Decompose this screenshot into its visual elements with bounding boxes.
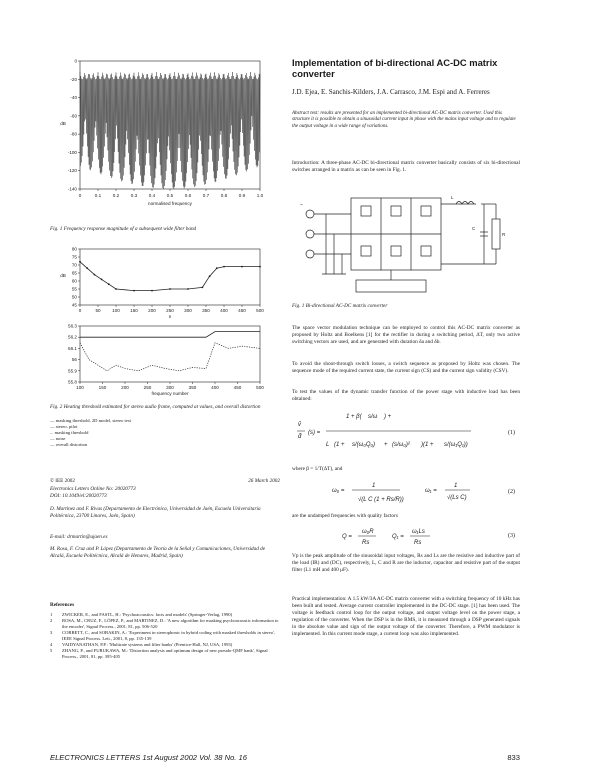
x-axis-label: frequency number: [151, 391, 189, 396]
x-tick-label: 100: [112, 308, 120, 313]
y-tick-label: -40: [70, 95, 77, 101]
equation-2-number: (2): [508, 489, 515, 495]
data-point: [79, 261, 81, 263]
data-point: [101, 279, 103, 281]
svg-text:d̂: d̂: [298, 434, 302, 440]
svg-text:Rs: Rs: [362, 540, 370, 546]
x-tick-label: 450: [233, 385, 242, 390]
x-tick-label: 0.3: [130, 193, 138, 198]
x-tick-label: 0: [78, 308, 82, 313]
journal-info: ELECTRONICS LETTERS 1st August 2002 Vol. 38 No. 16: [50, 753, 247, 762]
online-number: Electronics Letters Online No: 20020773: [50, 486, 136, 492]
page-number: 833: [507, 753, 520, 762]
x-tick-label: 350: [188, 385, 197, 390]
test-paragraph: To test the values of the dynamic transfer function of the power stage with inductive load has been obtained:: [292, 389, 520, 402]
plot-frame: [80, 249, 260, 305]
series-line-threshold: [80, 332, 260, 338]
y-tick-label: 60: [71, 278, 77, 284]
data-point: [187, 288, 189, 290]
svg-text:s/(ω₁Q₁)): s/(ω₁Q₁)): [444, 442, 468, 448]
x-tick-label: 0.9: [238, 193, 246, 198]
x-axis-label: n: [168, 314, 172, 319]
threshold-line: [80, 262, 260, 291]
svg-text:s/(ω₀Q₀): s/(ω₀Q₀): [352, 442, 376, 448]
vp-paragraph: Vp is the peak amplitude of the sinusoidal input voltages, Rs and Ls are the resistive and inductive part of the load (IR) and (DC), respectively, L, C and R are the inductor, capacitor and resistive part of the output filter (L1 mH and 400 μF).: [292, 553, 520, 573]
y-tick-label: -60: [70, 113, 77, 119]
fig2-legend: [50, 418, 280, 448]
affiliation-1: D. Martinez and F. Rivas (Departamento de Electrónica, Universidad de Jaén, Escuela Universitaria Politécnica, 23700 Linares, Jaén, Spain): [50, 506, 261, 519]
data-point: [169, 288, 171, 290]
data-point: [259, 266, 261, 268]
x-tick-label: 200: [121, 385, 129, 390]
x-tick-label: 50: [95, 308, 101, 313]
diagram-label: L: [451, 195, 454, 200]
equation-2: [330, 477, 490, 509]
x-tick-label: 0: [78, 193, 82, 198]
svg-text:1: 1: [372, 483, 376, 489]
x-tick-label: 0.6: [184, 193, 192, 198]
y-tick-label: 45: [71, 302, 77, 308]
x-tick-label: 0.7: [202, 193, 210, 198]
y-tick-label: 56.1: [68, 345, 77, 351]
y-tick-label: -120: [67, 168, 77, 174]
y-axis-label: dB: [60, 121, 66, 126]
data-point: [202, 287, 204, 289]
y-tick-label: 55.9: [68, 368, 77, 374]
x-tick-label: 400: [220, 308, 228, 313]
response-line: [80, 72, 260, 189]
svg-text:√(Ls C): √(Ls C): [447, 495, 467, 501]
data-point: [94, 274, 96, 276]
svg-text:+: +: [384, 442, 388, 448]
matrix-converter-diagram: [296, 184, 518, 298]
y-tick-label: -100: [67, 149, 77, 155]
x-tick-label: 0.1: [94, 193, 102, 198]
svg-text:1: 1: [454, 483, 458, 489]
reference-item: 2 ROSA, M., CRUZ, F., LÓPEZ, P., and MARTINEZ, D.: 'A new algorithm for masking psychoacoustic information to the encoder', Signal Process., 2001, 81, pp. 506-520: [50, 618, 279, 629]
diagram-label: C: [472, 226, 476, 231]
legend-entry: — overall distortion: [50, 442, 88, 447]
svg-text:L: L: [326, 442, 330, 448]
svg-text:) +: ) +: [384, 414, 392, 420]
legend-entry: — noise: [50, 436, 66, 441]
svg-text:)(1 +: )(1 +: [421, 442, 434, 448]
svg-text:Q =: Q =: [342, 534, 352, 540]
data-point: [223, 266, 225, 268]
series-line-distortion: [80, 343, 260, 371]
reference-item: 3 CORBETT, C., and SOBAKIN, A.: 'Experiment in stereophonic in hybrid coding with masked thresholds in stereo', IEEE Signal Process. Lett., 2001, 8, pp. 135-139: [50, 630, 275, 641]
equation-1-number: (1): [508, 430, 515, 436]
fig2-lower-chart: [58, 322, 268, 400]
matrix-figure-caption: Fig. 1 Bi-directional AC-DC matrix converter: [292, 303, 388, 309]
references-list: [50, 612, 280, 660]
svg-text:ω₁Ls: ω₁Ls: [412, 529, 425, 535]
x-tick-label: 450: [238, 308, 246, 313]
received-date: 26 March 2002: [248, 478, 280, 484]
y-tick-label: 65: [71, 270, 77, 276]
y-tick-label: 56: [71, 357, 77, 363]
page-footer: [50, 753, 520, 762]
y-tick-label: 55: [71, 286, 77, 292]
svg-text:ω₀ =: ω₀ =: [332, 488, 345, 494]
avoid-paragraph: To avoid the shoot-through switch losses, a switch sequence as proposed by Holtz was chosen. The sequence mode of the required current state, the current sign (CS) and the current sign validity (CSV).: [292, 361, 520, 374]
practical-paragraph: Practical implementation: A 1.5 kW/3A AC-DC matrix converter with a switching frequency of 10 kHz has been built and tested. Average current controller implemented in the DC-DC stage. [1] has been used. The voltage is feedback control loop for the output voltage, and output voltage level on the power stage, a regulation of the converter. When the DSP is in the RMS, it is measured through a DSP generated signals in the absolute value and sign of the output voltage of the converter. Therefore, a PWM modulator is implemented. In this current mode stage, a current loop was also implemented.: [292, 596, 520, 637]
reference-item: 1 ZWICKER, E., and FASTL, H.: 'Psychoacoustics: facts and models' (Springer-Verlag, 1990): [50, 612, 233, 617]
legend-entry: — stereo, pilot: [50, 424, 78, 429]
fig2-upper-chart: [58, 245, 268, 320]
x-tick-label: 150: [130, 308, 138, 313]
data-point: [133, 290, 135, 292]
article-title: Implementation of bi-directional AC-DC matrix converter: [292, 57, 498, 79]
references-heading: References: [50, 602, 75, 608]
reference-item: 4 VAIDYANATHAN, P.P.: 'Multirate systems and filter banks' (Prentice-Hall, NJ, USA, 1993): [50, 642, 233, 647]
email: E-mail: drmartin@ujaen.es: [50, 534, 108, 540]
svg-text:s/ω: s/ω: [368, 414, 378, 420]
legend-entry: ... masking threshold: [50, 430, 89, 435]
data-point: [115, 288, 117, 290]
doi: DOI: 10.1049/el:20020773: [50, 493, 107, 499]
y-tick-label: 0: [74, 58, 77, 64]
svg-text:(1 +: (1 +: [334, 442, 345, 448]
fig1-caption: Fig. 1 Frequency response magnitude of a subsequent wide filter band: [50, 226, 197, 232]
equation-natural: are the undamped frequencies with quality factors: [292, 513, 398, 519]
abstract: Abstract text: results are presented for an implemented bi-directional AC-DC matrix converter. Used this structure it is possible to obtain a sinusoidal current input in phase with the mains input voltage and to regulate the output voltage in a wide range of variations.: [292, 111, 516, 129]
legend-entry: — masking threshold, 2D model, stereo test: [50, 418, 131, 423]
y-tick-label: 80: [71, 246, 77, 252]
svm-paragraph: The space vector modulation technique can be employed to control this AC-DC matrix converter as proposed by Holtz and Boelkens [1] for the rectifier in during a switching period, ΔT, only two active switching vectors are used, and are generated with duration δa and δb.: [292, 325, 520, 345]
diagram-label: ~: [300, 202, 303, 207]
data-point: [216, 267, 218, 269]
fig1-chart: [58, 55, 268, 215]
y-tick-label: -80: [70, 131, 77, 137]
y-tick-label: 70: [71, 262, 77, 268]
y-tick-label: 75: [71, 254, 77, 260]
x-tick-label: 300: [184, 308, 192, 313]
x-tick-label: 0.2: [112, 193, 120, 198]
reference-item: 5 ZHANG, P., and FURUKAWA, M.: 'Distortion analysis and optimum design of new pseudo-QMF bank', Signal Process., 2001, 81, pp. 395-405: [50, 648, 268, 659]
svg-text:Q₁ =: Q₁ =: [392, 534, 404, 540]
x-tick-label: 350: [202, 308, 210, 313]
y-axis-label: dB: [60, 273, 66, 278]
x-tick-label: 500: [256, 385, 264, 390]
svg-text:(s) =: (s) =: [308, 430, 321, 436]
copyright: © IEE 2002: [50, 478, 75, 484]
svg-text:Rs: Rs: [414, 540, 422, 546]
x-axis-label: normalised frequency: [148, 201, 192, 206]
x-tick-label: 300: [166, 385, 174, 390]
y-tick-label: 55.8: [68, 379, 77, 385]
y-tick-label: -140: [67, 186, 77, 192]
diagram-label: R: [502, 232, 506, 237]
equation-where: where β = 1/T(ΔT), and: [292, 466, 343, 472]
data-point: [86, 267, 88, 269]
x-tick-label: 1.0: [256, 193, 264, 198]
x-tick-label: 400: [211, 385, 219, 390]
x-tick-label: 250: [166, 308, 174, 313]
x-tick-label: 0.8: [220, 193, 228, 198]
data-point: [151, 290, 153, 292]
y-tick-label: 56.2: [68, 334, 77, 340]
data-point: [209, 275, 211, 277]
x-tick-label: 0.4: [148, 193, 156, 198]
x-tick-label: 150: [98, 385, 107, 390]
y-tick-label: -20: [70, 76, 77, 82]
svg-text:v̂: v̂: [298, 422, 301, 428]
x-tick-label: 0.5: [166, 193, 174, 198]
data-point: [241, 266, 243, 268]
fig2-caption: Fig. 2 Heating threshold estimated for stereo audio frame, computed at values, and overall distortion: [50, 404, 261, 410]
x-tick-label: 500: [256, 308, 264, 313]
affiliation-2: M. Rosa, F. Cruz and P. López (Departamento de Teoría de la Señal y Comunicaciones, Universidad de Alcalá, Escuela Politécnica, Alcalá de Henares, Madrid, Spain): [50, 546, 266, 559]
equation-1: [296, 404, 496, 462]
x-tick-label: 100: [76, 385, 84, 390]
svg-text:1 + β(: 1 + β(: [346, 414, 362, 420]
article-authors: J.D. Ejea, E. Sanchis-Kilders, J.A. Carrasco, J.M. Espi and A. Ferreres: [292, 88, 490, 96]
intro-paragraph: Introduction: A three-phase AC-DC bi-directional matrix converter basically consists of six bi-directional switches arranged in a matrix as can be seen in Fig. 1.: [292, 160, 520, 173]
plot-frame: [80, 326, 260, 382]
equation-3-number: (3): [508, 533, 515, 539]
x-tick-label: 250: [143, 385, 152, 390]
y-tick-label: 50: [71, 294, 77, 300]
equation-3: [340, 524, 480, 550]
data-point: [108, 283, 110, 285]
svg-text:ω₁ =: ω₁ =: [425, 488, 437, 494]
svg-text:(s/ω₀)²: (s/ω₀)²: [392, 442, 410, 448]
svg-text:√(L C (1 + Rs/R)): √(L C (1 + Rs/R)): [358, 497, 404, 503]
y-tick-label: 56.3: [68, 323, 77, 329]
svg-text:ω₀R: ω₀R: [362, 529, 374, 535]
dates-line: [50, 478, 280, 485]
x-tick-label: 200: [148, 308, 156, 313]
